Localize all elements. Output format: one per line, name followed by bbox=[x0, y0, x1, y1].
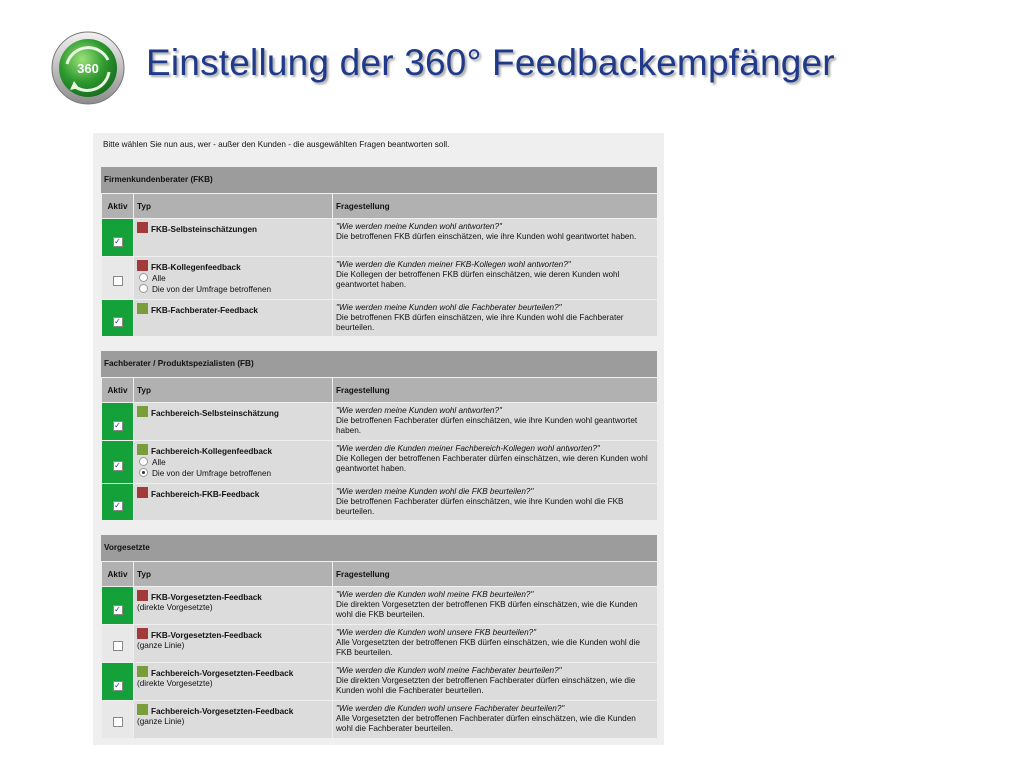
typ-line bbox=[137, 260, 329, 273]
typ-cell bbox=[134, 484, 333, 521]
question-text: "Wie werden die Kunden meiner FKB-Kollegen wohl antworten?" bbox=[336, 260, 571, 269]
settings-panel bbox=[93, 133, 664, 745]
column-header-fragestellung: Fragestellung bbox=[333, 562, 658, 587]
active-checkbox[interactable]: ✓ bbox=[114, 680, 121, 690]
column-header-aktiv: Aktiv bbox=[102, 378, 134, 403]
logo-360-icon bbox=[50, 30, 126, 106]
aktiv-cell bbox=[102, 403, 134, 441]
active-checkbox[interactable] bbox=[113, 641, 123, 651]
table-row bbox=[102, 257, 658, 300]
color-indicator-icon bbox=[137, 590, 148, 601]
typ-cell bbox=[134, 403, 333, 441]
radio-button[interactable] bbox=[139, 457, 148, 466]
section-title: Fachberater / Produktspezialisten (FB) bbox=[101, 351, 657, 377]
table-row bbox=[102, 403, 658, 441]
color-indicator-icon bbox=[137, 406, 148, 417]
radio-option[interactable] bbox=[137, 468, 329, 479]
typ-cell bbox=[134, 219, 333, 257]
active-checkbox[interactable]: ✓ bbox=[114, 604, 121, 614]
column-header-typ: Typ bbox=[134, 562, 333, 587]
typ-line bbox=[137, 590, 329, 603]
active-checkbox[interactable]: ✓ bbox=[114, 420, 121, 430]
question-text: "Wie werden die Kunden wohl meine FKB beurteilen?" bbox=[336, 590, 534, 599]
question-text: "Wie werden meine Kunden wohl antworten?" bbox=[336, 222, 502, 231]
aktiv-cell bbox=[102, 219, 134, 257]
feedback-type-name: FKB-Selbsteinschätzungen bbox=[151, 225, 257, 234]
question-description: Die direkten Vorgesetzten der betroffenen FKB dürfen einschätzen, wie die Kunden wohl die FKB beurteilen. bbox=[336, 600, 638, 619]
typ-line bbox=[137, 222, 329, 235]
fragestellung-cell bbox=[333, 300, 658, 337]
active-checkbox[interactable]: ✓ bbox=[114, 317, 121, 326]
question-description: Alle Vorgesetzten der betroffenen Fachberater dürfen einschätzen, wie die Kunden wohl die Fachberater beurteilen. bbox=[336, 714, 636, 733]
typ-cell bbox=[134, 587, 333, 625]
active-checkbox[interactable]: ✓ bbox=[114, 236, 121, 246]
active-checkbox[interactable] bbox=[113, 276, 123, 286]
section-3 bbox=[101, 535, 657, 739]
typ-line bbox=[137, 628, 329, 641]
fragestellung-cell bbox=[333, 625, 658, 663]
column-header-typ: Typ bbox=[134, 378, 333, 403]
recipients-table bbox=[101, 193, 658, 337]
aktiv-cell bbox=[102, 587, 134, 625]
typ-line bbox=[137, 444, 329, 457]
typ-cell bbox=[134, 300, 333, 337]
fragestellung-cell bbox=[333, 663, 658, 701]
intro-text: Bitte wählen Sie nun aus, wer - außer den Kunden - die ausgewählten Fragen beantworten soll. bbox=[103, 140, 450, 149]
fragestellung-cell bbox=[333, 219, 658, 257]
typ-line bbox=[137, 406, 329, 419]
aktiv-cell bbox=[102, 441, 134, 484]
typ-line bbox=[137, 704, 329, 717]
question-text: "Wie werden meine Kunden wohl antworten?" bbox=[336, 406, 502, 415]
question-description: Die direkten Vorgesetzten der betroffenen Fachberater dürfen einschätzen, wie die Kunden wohl die Fachberater beurteilen. bbox=[336, 676, 636, 695]
column-header-aktiv: Aktiv bbox=[102, 194, 134, 219]
active-checkbox[interactable] bbox=[113, 717, 123, 727]
radio-option[interactable] bbox=[137, 457, 329, 468]
table-row bbox=[102, 300, 658, 337]
radio-button[interactable] bbox=[139, 468, 148, 477]
color-indicator-icon bbox=[137, 303, 148, 314]
feedback-type-name: Fachbereich-Selbsteinschätzung bbox=[151, 409, 279, 418]
fragestellung-cell bbox=[333, 587, 658, 625]
question-description: Die Kollegen der betroffenen FKB dürfen einschätzen, wie deren Kunden wohl geantwortet haben. bbox=[336, 270, 620, 289]
question-text: "Wie werden die Kunden meiner Fachbereich-Kollegen wohl antworten?" bbox=[336, 444, 600, 453]
feedback-type-name: FKB-Vorgesetzten-Feedback bbox=[151, 593, 262, 602]
aktiv-cell bbox=[102, 300, 134, 337]
feedback-type-name: FKB-Vorgesetzten-Feedback bbox=[151, 631, 262, 640]
aktiv-cell bbox=[102, 663, 134, 701]
active-checkbox[interactable]: ✓ bbox=[114, 501, 121, 510]
typ-cell bbox=[134, 441, 333, 484]
feedback-type-name: Fachbereich-Vorgesetzten-Feedback bbox=[151, 707, 294, 716]
section-2 bbox=[101, 351, 657, 521]
typ-cell bbox=[134, 663, 333, 701]
feedback-type-name: Fachbereich-Vorgesetzten-Feedback bbox=[151, 669, 294, 678]
question-text: "Wie werden die Kunden wohl unsere FKB beurteilen?" bbox=[336, 628, 537, 637]
color-indicator-icon bbox=[137, 222, 148, 233]
section-1 bbox=[101, 167, 657, 337]
fragestellung-cell bbox=[333, 701, 658, 739]
table-header-row bbox=[102, 194, 658, 219]
question-description: Alle Vorgesetzten der betroffenen FKB dürfen einschätzen, wie die Kunden wohl die FKB beurteilen. bbox=[336, 638, 640, 657]
question-description: Die betroffenen FKB dürfen einschätzen, wie ihre Kunden wohl geantwortet haben. bbox=[336, 232, 637, 241]
radio-label: Die von der Umfrage betroffenen bbox=[152, 469, 272, 478]
table-row bbox=[102, 484, 658, 521]
table-row bbox=[102, 625, 658, 663]
aktiv-cell bbox=[102, 257, 134, 300]
fragestellung-cell bbox=[333, 257, 658, 300]
feedback-type-scope: (direkte Vorgesetzte) bbox=[137, 679, 213, 688]
question-description: Die betroffenen Fachberater dürfen einschätzen, wie ihre Kunden wohl geantwortet haben. bbox=[336, 416, 638, 435]
radio-option[interactable] bbox=[137, 273, 329, 284]
feedback-type-name: FKB-Fachberater-Feedback bbox=[151, 306, 258, 315]
question-text: "Wie werden meine Kunden wohl die Fachberater beurteilen?" bbox=[336, 303, 562, 312]
typ-cell bbox=[134, 625, 333, 663]
column-header-typ: Typ bbox=[134, 194, 333, 219]
feedback-type-name: Fachbereich-FKB-Feedback bbox=[151, 490, 260, 499]
aktiv-cell bbox=[102, 701, 134, 739]
table-row bbox=[102, 587, 658, 625]
question-text: "Wie werden die Kunden wohl unsere Fachberater beurteilen?" bbox=[336, 704, 565, 713]
section-title: Vorgesetzte bbox=[101, 535, 657, 561]
question-description: Die betroffenen FKB dürfen einschätzen, wie ihre Kunden wohl die Fachberater beurteilen. bbox=[336, 313, 624, 332]
aktiv-cell bbox=[102, 484, 134, 521]
color-indicator-icon bbox=[137, 704, 148, 715]
question-description: Die Kollegen der betroffenen Fachberater dürfen einschätzen, wie deren Kunden wohl geantwortet haben. bbox=[336, 454, 648, 473]
column-header-fragestellung: Fragestellung bbox=[333, 378, 658, 403]
feedback-type-scope: (direkte Vorgesetzte) bbox=[137, 603, 213, 612]
active-checkbox[interactable]: ✓ bbox=[114, 461, 121, 470]
feedback-type-scope: (ganze Linie) bbox=[137, 641, 185, 650]
typ-line bbox=[137, 487, 329, 500]
question-description: Die betroffenen Fachberater dürfen einschätzen, wie ihre Kunden wohl die FKB beurteilen. bbox=[336, 497, 624, 516]
feedback-type-name: Fachbereich-Kollegenfeedback bbox=[151, 447, 273, 456]
color-indicator-icon bbox=[137, 628, 148, 639]
table-row bbox=[102, 441, 658, 484]
fragestellung-cell bbox=[333, 403, 658, 441]
radio-button[interactable] bbox=[139, 284, 148, 293]
fragestellung-cell bbox=[333, 441, 658, 484]
table-header-row bbox=[102, 562, 658, 587]
radio-option[interactable] bbox=[137, 284, 329, 295]
table-row bbox=[102, 701, 658, 739]
color-indicator-icon bbox=[137, 487, 148, 498]
column-header-fragestellung: Fragestellung bbox=[333, 194, 658, 219]
question-text: "Wie werden meine Kunden wohl die FKB beurteilen?" bbox=[336, 487, 534, 496]
typ-cell bbox=[134, 701, 333, 739]
radio-button[interactable] bbox=[139, 273, 148, 282]
typ-line bbox=[137, 666, 329, 679]
color-indicator-icon bbox=[137, 666, 148, 677]
recipients-table bbox=[101, 377, 658, 521]
color-indicator-icon bbox=[137, 444, 148, 455]
feedback-type-scope: (ganze Linie) bbox=[137, 717, 185, 726]
table-row bbox=[102, 219, 658, 257]
typ-cell bbox=[134, 257, 333, 300]
aktiv-cell bbox=[102, 625, 134, 663]
column-header-aktiv: Aktiv bbox=[102, 562, 134, 587]
radio-label: Alle bbox=[152, 274, 166, 283]
logo-text: 360 bbox=[77, 61, 99, 76]
page-title: Einstellung der 360° Feedbackempfänger bbox=[146, 42, 835, 83]
recipients-table bbox=[101, 561, 658, 739]
question-text: "Wie werden die Kunden wohl meine Fachberater beurteilen?" bbox=[336, 666, 562, 675]
section-title: Firmenkundenberater (FKB) bbox=[101, 167, 657, 193]
table-row bbox=[102, 663, 658, 701]
fragestellung-cell bbox=[333, 484, 658, 521]
radio-label: Alle bbox=[152, 458, 166, 467]
color-indicator-icon bbox=[137, 260, 148, 271]
radio-label: Die von der Umfrage betroffenen bbox=[152, 285, 272, 294]
typ-line bbox=[137, 303, 329, 316]
feedback-type-name: FKB-Kollegenfeedback bbox=[151, 263, 241, 272]
table-header-row bbox=[102, 378, 658, 403]
